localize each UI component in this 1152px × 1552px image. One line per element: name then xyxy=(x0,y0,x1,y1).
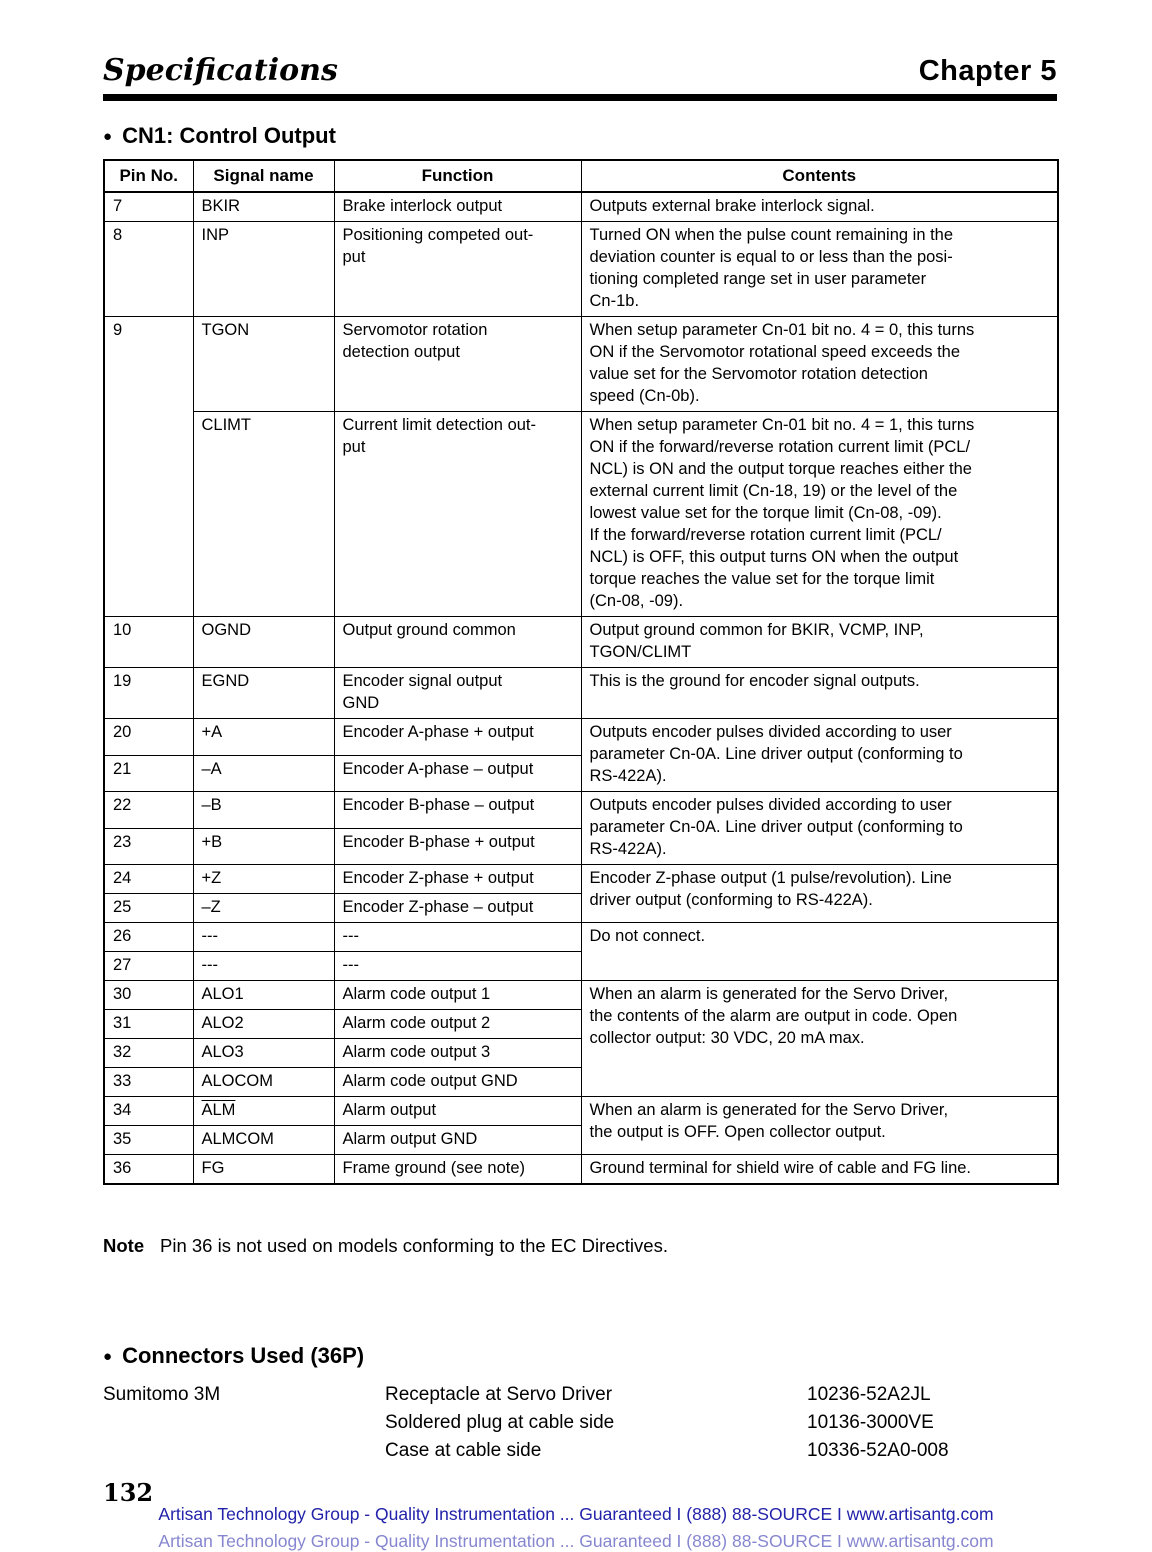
contents-cell: Outputs encoder pulses divided according to user parameter Cn-0A. Line driver output (conforming to RS-422A). xyxy=(581,792,1058,865)
signal-cell: ALO1 xyxy=(193,981,334,1010)
contents-cell: When an alarm is generated for the Servo Driver, the output is OFF. Open collector output. xyxy=(581,1097,1058,1155)
pin-cell: 35 xyxy=(104,1126,193,1155)
function-cell: Encoder Z-phase – output xyxy=(334,894,581,923)
pin-cell: 27 xyxy=(104,952,193,981)
section-title-cn1 xyxy=(103,123,1057,149)
connectors-list xyxy=(103,1381,1057,1465)
function-cell: Encoder A-phase – output xyxy=(334,755,581,792)
contents-cell: This is the ground for encoder signal outputs. xyxy=(581,668,1058,719)
signal-cell: +Z xyxy=(193,865,334,894)
function-cell: Positioning competed out- put xyxy=(334,222,581,317)
pin-cell: 31 xyxy=(104,1010,193,1039)
signal-cell: BKIR xyxy=(193,192,334,222)
signal-cell: TGON xyxy=(193,317,334,412)
footer-text-clipped: Artisan Technology Group - Quality Instrumentation ... Guaranteed I (888) 88-SOURCE I www.artisantg.com xyxy=(158,1531,994,1551)
pin-cell: 8 xyxy=(104,222,193,317)
pin-cell: 10 xyxy=(104,617,193,668)
signal-cell: CLIMT xyxy=(193,412,334,617)
cn1-control-output-table xyxy=(103,159,1059,1185)
connector-description: Receptacle at Servo Driver xyxy=(385,1384,613,1405)
bullet-icon: ● xyxy=(103,127,113,145)
note-label: Note xyxy=(103,1235,145,1256)
signal-cell: –Z xyxy=(193,894,334,923)
header-rule xyxy=(103,94,1057,101)
table-row xyxy=(104,719,1058,756)
connector-vendor: Sumitomo 3M xyxy=(103,1384,221,1405)
function-cell: Encoder signal output GND xyxy=(334,668,581,719)
pin-cell: 36 xyxy=(104,1155,193,1185)
connector-description: Soldered plug at cable side xyxy=(385,1412,615,1433)
pin-cell: 21 xyxy=(104,755,193,792)
contents-cell: Output ground common for BKIR, VCMP, INP, TGON/CLIMT xyxy=(581,617,1058,668)
function-cell: Encoder Z-phase + output xyxy=(334,865,581,894)
function-cell: --- xyxy=(334,923,581,952)
pin-cell: 19 xyxy=(104,668,193,719)
contents-cell: When an alarm is generated for the Servo Driver, the contents of the alarm are output in code. Open collector output: 30 VDC, 20 mA max. xyxy=(581,981,1058,1097)
function-cell: Servomotor rotation detection output xyxy=(334,317,581,412)
function-cell: Encoder B-phase + output xyxy=(334,828,581,865)
function-cell: Output ground common xyxy=(334,617,581,668)
header-section-title: Specifications xyxy=(103,53,338,88)
signal-cell xyxy=(193,1097,334,1126)
table-row xyxy=(104,617,1058,668)
section-title-text: Connectors Used (36P) xyxy=(122,1343,365,1368)
pin-cell: 22 xyxy=(104,792,193,829)
signal-cell: ALO2 xyxy=(193,1010,334,1039)
signal-cell: ALOCOM xyxy=(193,1068,334,1097)
section-title-text: CN1: Control Output xyxy=(122,123,336,148)
connector-description: Case at cable side xyxy=(385,1440,542,1461)
signal-cell: –B xyxy=(193,792,334,829)
pin-cell: 7 xyxy=(104,192,193,222)
contents-cell: Outputs encoder pulses divided according to user parameter Cn-0A. Line driver output (conforming to RS-422A). xyxy=(581,719,1058,792)
function-cell: Alarm code output GND xyxy=(334,1068,581,1097)
contents-cell: Turned ON when the pulse count remaining in the deviation counter is equal to or less than the posi- tioning completed range set in user parameter Cn-1b. xyxy=(581,222,1058,317)
function-cell: Encoder B-phase – output xyxy=(334,792,581,829)
signal-cell: --- xyxy=(193,952,334,981)
table-row xyxy=(104,412,1058,617)
section-title-connectors xyxy=(103,1343,1057,1369)
pin-cell: 20 xyxy=(104,719,193,756)
pin-cell: 26 xyxy=(104,923,193,952)
signal-cell: +B xyxy=(193,828,334,865)
page-header xyxy=(103,0,1057,86)
signal-cell: –A xyxy=(193,755,334,792)
table-row xyxy=(104,865,1058,894)
alm-overlined-signal: $\overline{ALM}$ xyxy=(201,1101,236,1119)
pin-cell: 30 xyxy=(104,981,193,1010)
bullet-icon: ● xyxy=(103,1347,113,1365)
table-row xyxy=(104,981,1058,1010)
table-row xyxy=(104,1097,1058,1126)
function-cell: Brake interlock output xyxy=(334,192,581,222)
signal-cell: --- xyxy=(193,923,334,952)
function-cell: Alarm code output 3 xyxy=(334,1039,581,1068)
footer-text: Artisan Technology Group - Quality Instrumentation ... Guaranteed I (888) 88-SOURCE I www.artisantg.com xyxy=(158,1504,994,1524)
table-header-row xyxy=(104,160,1058,192)
contents-cell: When setup parameter Cn-01 bit no. 4 = 1, this turns ON if the forward/reverse rotation current limit (PCL/ NCL) is ON and the output torque reaches either the external current limit (Cn-18, 19) or the level of the lowest value set for the torque limit (Cn-08, -09). If the forward/reverse rotation current limit (PCL/ NCL) is OFF, this output turns ON when the output torque reaches the value set for the torque limit (Cn-08, -09). xyxy=(581,412,1058,617)
table-row xyxy=(104,317,1058,412)
table-row xyxy=(104,792,1058,829)
function-cell: Frame ground (see note) xyxy=(334,1155,581,1185)
function-cell: Encoder A-phase + output xyxy=(334,719,581,756)
signal-cell: +A xyxy=(193,719,334,756)
pin-cell: 23 xyxy=(104,828,193,865)
contents-cell: When setup parameter Cn-01 bit no. 4 = 0, this turns ON if the Servomotor rotational speed exceeds the value set for the Servomotor rotation detection speed (Cn-0b). xyxy=(581,317,1058,412)
function-cell: Alarm output xyxy=(334,1097,581,1126)
function-cell: --- xyxy=(334,952,581,981)
contents-cell: Do not connect. xyxy=(581,923,1058,981)
connector-item xyxy=(103,1437,1057,1465)
connector-part-number: 10236-52A2JL xyxy=(807,1384,931,1405)
pin-cell: 9 xyxy=(104,317,193,617)
pin-cell: 34 xyxy=(104,1097,193,1126)
col-header-contents: Contents xyxy=(581,160,1058,192)
contents-cell: Encoder Z-phase output (1 pulse/revolution). Line driver output (conforming to RS-422A). xyxy=(581,865,1058,923)
signal-cell: OGND xyxy=(193,617,334,668)
pin-cell: 25 xyxy=(104,894,193,923)
connector-item xyxy=(103,1409,1057,1437)
connector-part-number: 10136-3000VE xyxy=(807,1412,934,1433)
page-number: 132 xyxy=(103,1478,154,1507)
table-row xyxy=(104,222,1058,317)
connector-part-number: 10336-52A0-008 xyxy=(807,1440,949,1461)
function-cell: Alarm code output 1 xyxy=(334,981,581,1010)
pin-cell: 33 xyxy=(104,1068,193,1097)
col-header-signal: Signal name xyxy=(193,160,334,192)
header-chapter-title: Chapter 5 xyxy=(918,55,1057,87)
signal-cell: ALMCOM xyxy=(193,1126,334,1155)
table-row xyxy=(104,1155,1058,1185)
page-content xyxy=(103,0,1057,1465)
note-text: Pin 36 is not used on models conforming to the EC Directives. xyxy=(160,1235,668,1256)
table-row xyxy=(104,923,1058,952)
contents-cell: Outputs external brake interlock signal. xyxy=(581,192,1058,222)
table-row xyxy=(104,192,1058,222)
col-header-function: Function xyxy=(334,160,581,192)
signal-cell: FG xyxy=(193,1155,334,1185)
pin-cell: 24 xyxy=(104,865,193,894)
note-paragraph xyxy=(103,1235,1057,1257)
contents-cell: Ground terminal for shield wire of cable and FG line. xyxy=(581,1155,1058,1185)
function-cell: Current limit detection out- put xyxy=(334,412,581,617)
table-row xyxy=(104,668,1058,719)
signal-cell: ALO3 xyxy=(193,1039,334,1068)
col-header-pin: Pin No. xyxy=(104,160,193,192)
pin-cell: 32 xyxy=(104,1039,193,1068)
connector-item xyxy=(103,1381,1057,1409)
signal-cell: INP xyxy=(193,222,334,317)
function-cell: Alarm output GND xyxy=(334,1126,581,1155)
signal-cell: EGND xyxy=(193,668,334,719)
function-cell: Alarm code output 2 xyxy=(334,1010,581,1039)
